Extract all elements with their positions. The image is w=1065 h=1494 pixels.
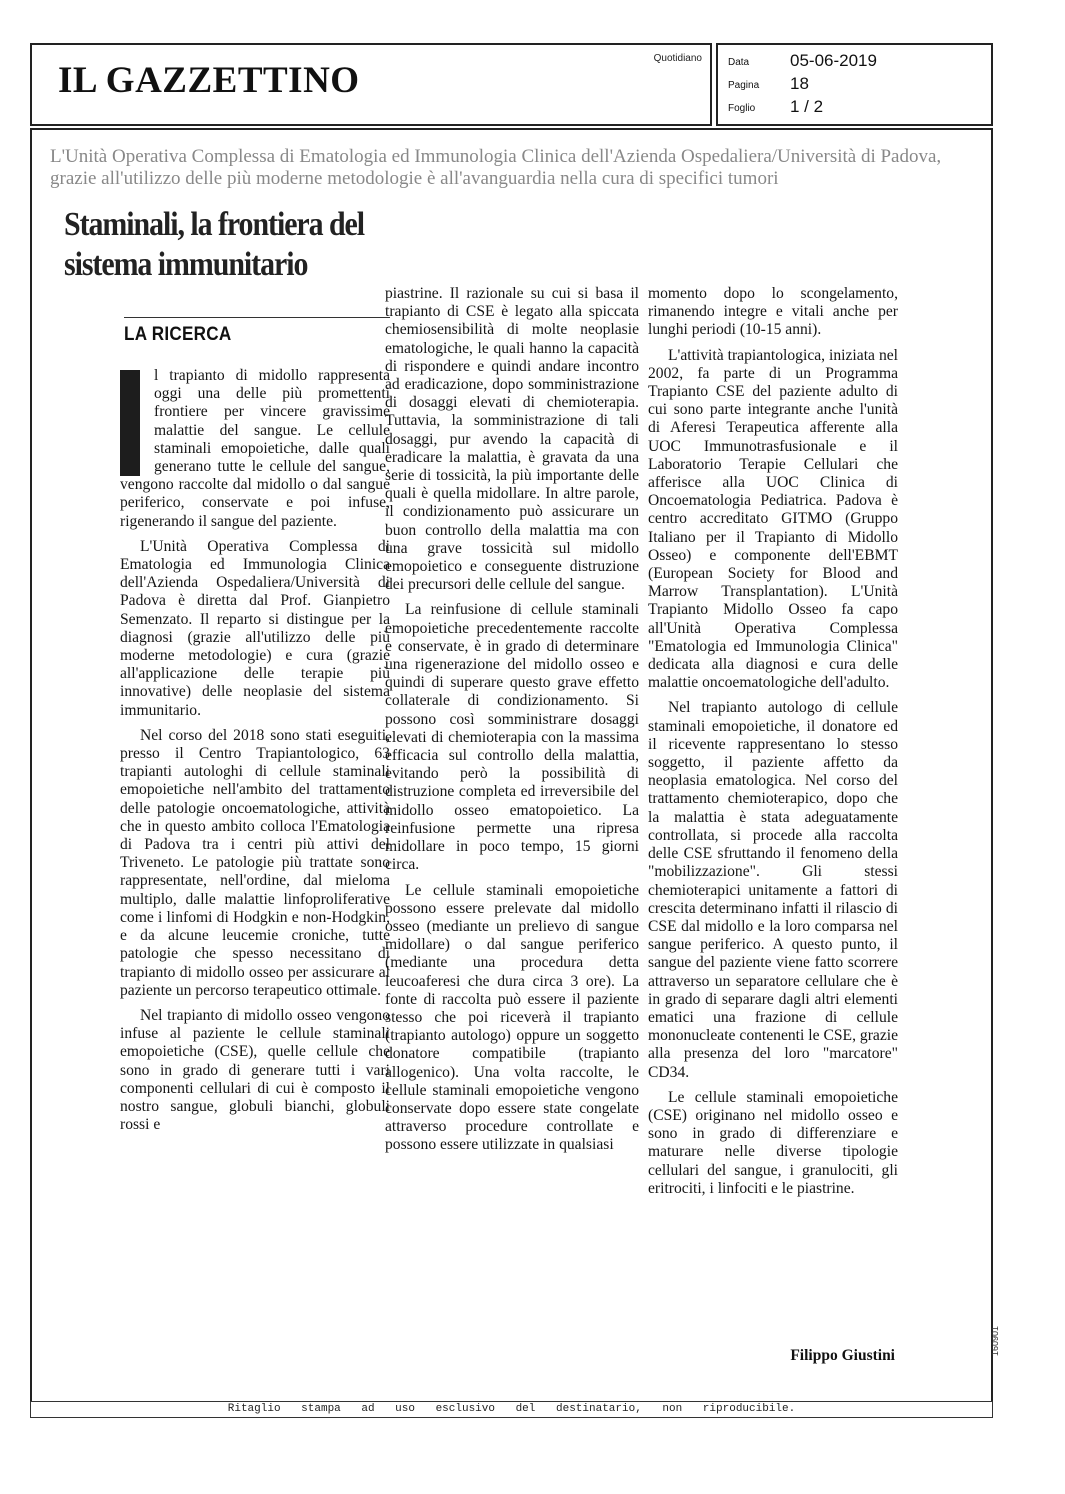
sheet-label: Foglio xyxy=(728,103,756,114)
footer-box xyxy=(30,1401,993,1418)
article-byline: Filippo Giustini xyxy=(790,1347,895,1364)
stamp-code: 160901 xyxy=(990,1325,1000,1356)
paragraph: Nel trapianto di midollo osseo vengono infuse al paziente le cellule staminali emopoietiche (CSE), quelle cellule che sono in grado di generare tutti i vari componenti cellulari di cui è composto il nostro sangue, globuli bianchi, globuli rossi e xyxy=(120,1006,390,1134)
paragraph: La reinfusione di cellule staminali emopoietiche precedentemente raccolte e conservate, è in grado di determinare una rigenerazione del midollo osseo e quindi di superare questo grave effetto collaterale di condizionamento. Si possono così somministrare dosaggi elevati di chemioterapia con la massima efficacia sul controllo della malattia, evitando però la possibilità di distruzione completa ed irreversibile del midollo osseo ematopoietico. La reinfusione permette una ripresa midollare in poco tempo, 15 giorni circa. xyxy=(385,601,639,874)
section-label: LA RICERCA xyxy=(124,324,232,345)
metadata-box xyxy=(716,43,993,126)
date-row xyxy=(728,51,978,73)
paragraph-text: l trapianto di midollo rappresenta oggi una delle più promettenti frontiere per vincere gravissime malattie del sangue. Le cellule staminali emopoietiche, dalle quali generano tutte le cellule del sangue, vengono raccolte dal midollo o dal sangue periferico, conservate e poi infuse, rigenerando il sangue del paziente. xyxy=(120,367,390,530)
sheet-value: 1 / 2 xyxy=(790,97,824,116)
article-kicker: L'Unità Operativa Complessa di Ematologia ed Immunologia Clinica dell'Azienda Ospedaliera/Università di Padova, grazie all'utilizzo delle più moderne metodologie è all'avanguardia nella cura di specifici tumori xyxy=(50,146,942,189)
section-divider xyxy=(124,317,390,318)
sheet-row xyxy=(728,97,978,119)
article-column-3 xyxy=(648,285,898,1205)
paragraph: momento dopo lo scongelamento, rimanendo integre e vitali anche per lunghi periodi (10-15 anni). xyxy=(648,285,898,339)
paragraph: Nel corso del 2018 sono stati eseguiti, presso il Centro Trapiantologico, 63 trapianti autologhi di cellule staminali emopoietiche nell'ambito del trattamento delle patologie oncoematologiche, attività che in questo ambito colloca l'Ematologia di Padova tra i centri più attivi del Triveneto. Le patologie più trattate sono rappresentate, nell'ordine, dal mieloma multiplo, dalle malattie linfoproliferative come i linfomi di Hodgkin e non-Hodgkin, e da alcune leucemie croniche, tutte patologie che spesso necessitano di trapianto di midollo osseo per assicurare al paziente un percorso terapeutico ottimale. xyxy=(120,726,390,999)
date-value: 05-06-2019 xyxy=(790,51,877,70)
paragraph: Nel trapianto autologo di cellule staminali emopoietiche, il donatore ed il ricevente rappresentano lo stesso soggetto, il paziente affetto da neoplasia ematologica. Nel corso del trattamento chemioterapico, dopo che la malattia è stata adeguatamente controllata, si procede alla raccolta delle CSE sfruttando il fenomeno della "mobilizzazione". Gli stessi chemioterapici unitamente a fattori di crescita determinano infatti il rilascio di CSE dal midollo e la loro comparsa nel sangue periferico. A questo punto, il sangue del paziente viene fatto scorrere attraverso un separatore cellulare che è in grado di separare dagli altri elementi ematici una frazione di cellule mononucleate contenenti le CSE, grazie alla presenza del loro "marcatore" CD34. xyxy=(648,699,898,1081)
footer-disclaimer: Ritaglio stampa ad uso esclusivo del destinatario, non riproducibile. xyxy=(227,1403,796,1415)
paragraph: L'attività trapiantologica, iniziata nel 2002, fa parte di un Programma Trapianto CSE del paziente adulto di cui sono parte integrante anche l'unità di Aferesi Terapeutica afferente alla UOC Immunotrasfusionale e il Laboratorio Terapie Cellulari che afferisce alla UOC Clinica di Oncoematologia Pediatrica. Padova è centro accreditato GITMO (Gruppo Italiano per il Trapianto di Midollo Osseo) e componente dell'EBMT (European Society for Blood and Marrow Transplantation). L'Unità Trapianto Midollo Osseo fa capo all'Unità Operativa Complessa "Ematologia ed Immunologia Clinica" dedicata alla diagnosi e cura delle malattie oncoematologiche dell'adulto. xyxy=(648,346,898,692)
paragraph xyxy=(120,367,390,531)
article-column-1 xyxy=(120,367,390,1141)
date-label: Data xyxy=(728,57,750,68)
paragraph: Le cellule staminali emopoietiche (CSE) originano nel midollo osseo e sono in grado di differenziare e maturare nelle diverse tipologie cellulari del sangue, i granulociti, gli eritrociti, i linfociti e le piastrine. xyxy=(648,1088,898,1197)
page-label: Pagina xyxy=(728,80,760,91)
paragraph: piastrine. Il razionale su cui si basa il trapianto di CSE è legato alla spiccata chemiosensibilità di molte neoplasie ematologiche, le quali hanno la capacità di rispondere e quindi andare incontro ad eradicazione, dopo somministrazione di dosaggi elevati di chemioterapia. Tuttavia, la somministrazione di tali dosaggi, pur avendo la capacità di eradicare la malattia, è gravata da una serie di tossicità, la più importante delle quali è quella midollare. In altre parole, il condizionamento può assicurare un buon controllo della malattia ma con una grave tossicità sul midollo emopoietico e conseguente distruzione dei precursori delle cellule del sangue. xyxy=(385,285,639,594)
dropcap-initial xyxy=(120,370,140,476)
page-value: 18 xyxy=(790,74,809,93)
article-column-2 xyxy=(385,285,639,1162)
article-box xyxy=(30,128,1000,1418)
masthead-box xyxy=(30,43,712,126)
paragraph: Le cellule staminali emopoietiche possono essere prelevate dal midollo osseo (mediante un prelievo di sangue midollare) o dal sangue periferico (mediante una procedura detta leucoaferesi che dura circa 3 ore). La fonte di raccolta può essere il paziente stesso che poi riceverà il trapianto (trapianto autologo) oppure un soggetto donatore compatibile (trapianto allogenico). Una volta raccolte, le cellule staminali emopoietiche vengono conservate dopo essere state congelate attraverso procedure controllate e possono essere utilizzate in qualsiasi xyxy=(385,881,639,1154)
newspaper-masthead: IL GAZZETTINO xyxy=(58,60,360,101)
page-row xyxy=(728,74,978,96)
edition-type: Quotidiano xyxy=(653,53,702,64)
article-headline: Staminali, la frontiera del sistema immunitario xyxy=(64,206,365,283)
paragraph: L'Unità Operativa Complessa di Ematologia ed Immunologia Clinica dell'Azienda Ospedaliera/Università di Padova è diretta dal Prof. Gianpietro Semenzato. Il reparto si distingue per la diagnosi (grazie all'utilizzo delle più moderne metodologie) e cura (grazie all'applicazione delle terapie più innovative) delle neoplasie del sistema immunitario. xyxy=(120,537,390,719)
